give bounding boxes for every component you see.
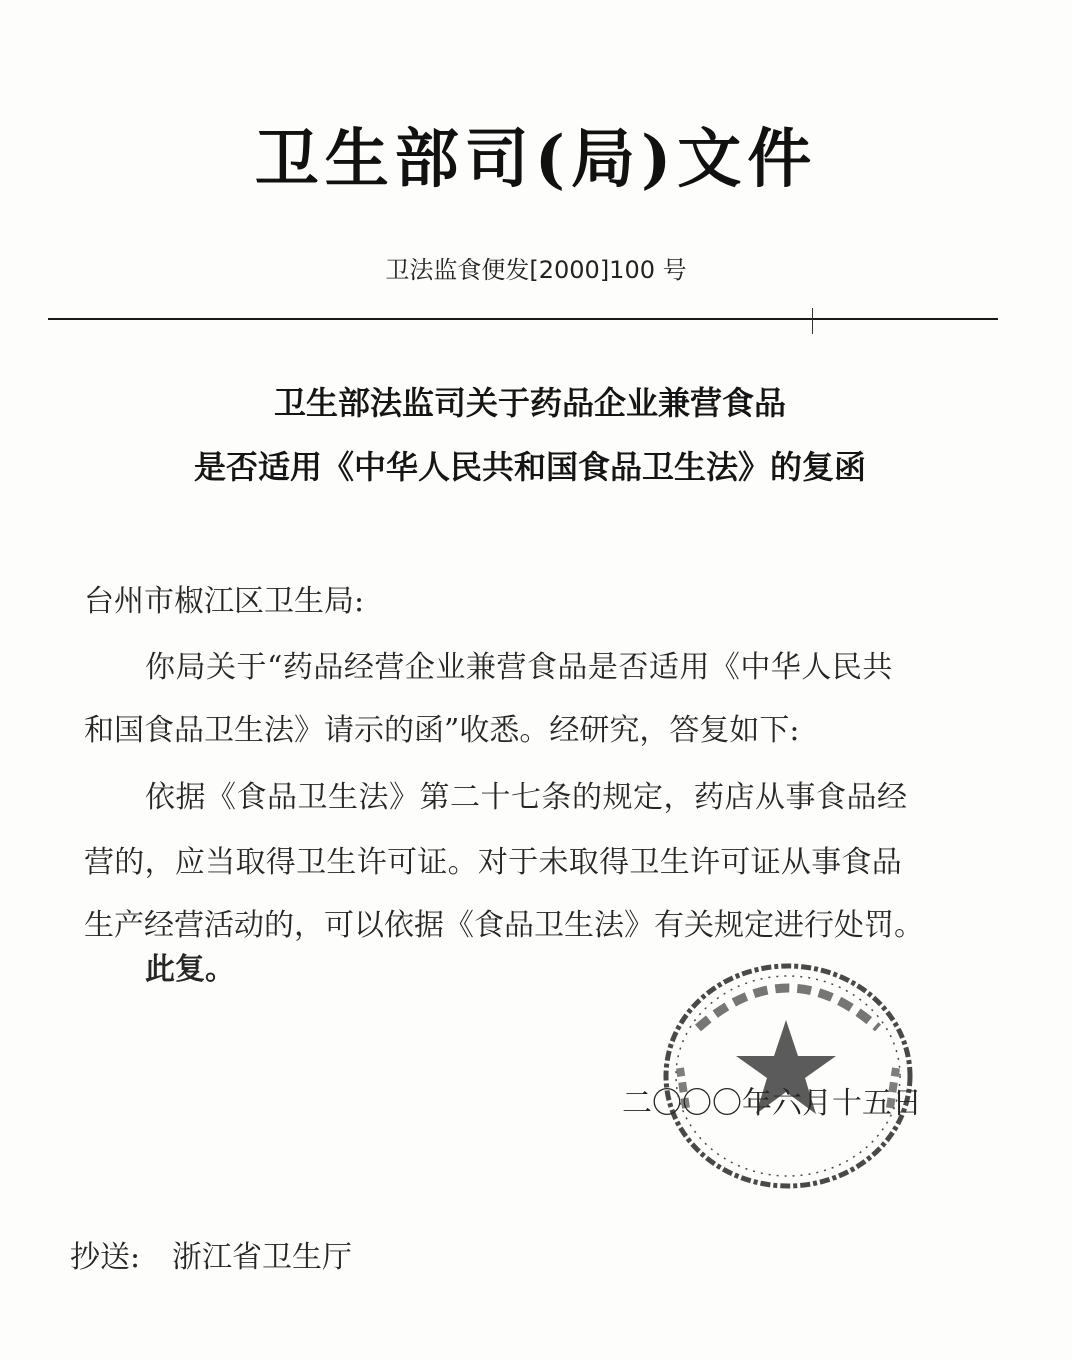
salutation: 台州市椒江区卫生局: xyxy=(84,584,365,619)
cc-recipient: 浙江省卫生厅 xyxy=(172,1240,352,1275)
document-number: 卫法监食便发[2000]100 号 xyxy=(385,256,687,284)
document-header-title: 卫生部司(局)文件 xyxy=(254,122,818,197)
official-seal-icon xyxy=(658,958,918,1194)
paragraph-1-line-2: 和国食品卫生法》请示的函”收悉。经研究，答复如下: xyxy=(84,713,800,748)
closing-remark: 此复。 xyxy=(145,952,235,987)
paragraph-2-line-3: 生产经营活动的，可以依据《食品卫生法》有关规定进行处罚。 xyxy=(84,908,924,943)
signature-date: 二〇〇〇年六月十五日 xyxy=(622,1086,922,1121)
subject-line-2: 是否适用《中华人民共和国食品卫生法》的复函 xyxy=(193,448,866,486)
subject-line-1: 卫生部法监司关于药品企业兼营食品 xyxy=(273,384,786,422)
divider-mark xyxy=(812,308,813,334)
header-divider xyxy=(48,318,998,320)
paragraph-2-line-1: 依据《食品卫生法》第二十七条的规定，药店从事食品经 xyxy=(145,780,908,815)
paragraph-2-line-2: 营的，应当取得卫生许可证。对于未取得卫生许可证从事食品 xyxy=(84,845,903,880)
paragraph-1-line-1: 你局关于“药品经营企业兼营食品是否适用《中华人民共 xyxy=(145,650,893,685)
cc-label: 抄送: xyxy=(70,1240,141,1275)
